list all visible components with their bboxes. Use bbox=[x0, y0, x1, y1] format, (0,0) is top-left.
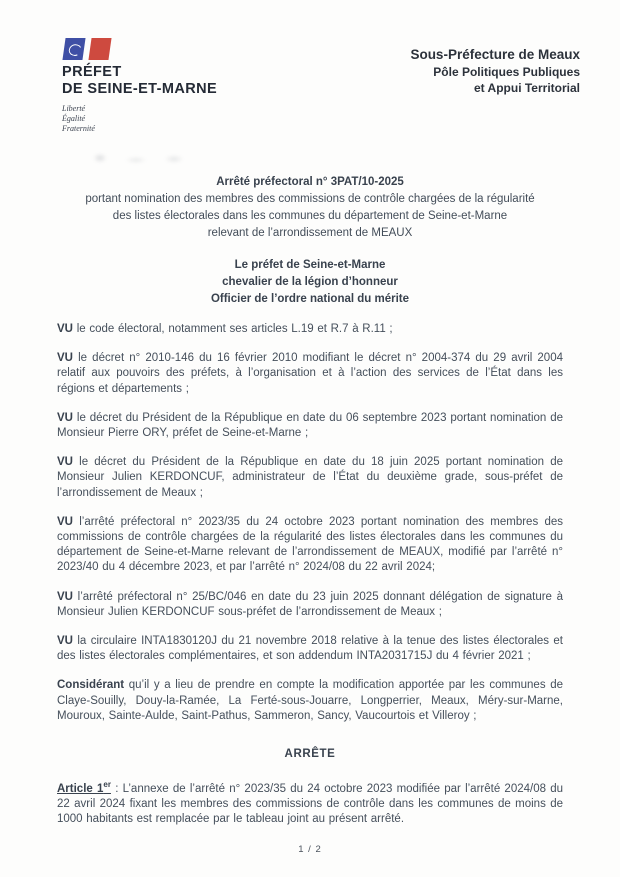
decree-subtitle-line3: relevant de l’arrondissement de MEAUX bbox=[207, 227, 413, 239]
article-1-label-sup: er bbox=[103, 780, 111, 790]
letterhead bbox=[0, 0, 620, 134]
recital-prefix: VU bbox=[57, 411, 73, 424]
article-separator: : bbox=[115, 783, 119, 796]
recital-paragraph bbox=[57, 351, 563, 397]
recital-paragraph bbox=[57, 590, 563, 620]
recital-text: l’arrêté préfectoral n° 25/BC/046 en date du 23 juin 2025 donnant délégation de signature à Monsieur Julien KERDONCUF sous-préfet de l’arrondissement de Meaux ; bbox=[57, 590, 563, 618]
office-department-line2: et Appui Territorial bbox=[473, 81, 580, 95]
decree-number: Arrêté préfectoral n° 3PAT/10-2025 bbox=[216, 176, 404, 188]
recital-prefix: VU bbox=[57, 323, 73, 335]
office-header bbox=[410, 38, 580, 96]
recital-text: le code électoral, notamment ses articles L.19 et R.7 à R.11 ; bbox=[76, 323, 393, 335]
recital-text: le décret du Président de la République en date du 18 juin 2025 portant nomination de Monsieur Julien KERDONCUF, administrateur de l’État du deuxième grade, sous-préfet de l’arrondissement de Meaux ; bbox=[57, 456, 563, 499]
flag-red-band bbox=[88, 38, 111, 60]
article-1-paragraph bbox=[57, 782, 563, 828]
arrete-heading: ARRÊTE bbox=[284, 748, 336, 761]
article-1-text: L’annexe de l’arrêté n° 2023/35 du 24 octobre 2023 modifiée par l’arrêté 2024/08 du 22 avril 2024 fixant les membres des commissions de contrôle dans les communes de moins de 1000 habitants est remplacée par le tableau joint au présent arrêté. bbox=[57, 783, 563, 826]
recital-paragraph bbox=[57, 634, 563, 664]
issuer-line1: Le préfet de Seine-et-Marne bbox=[234, 259, 386, 271]
decree-subtitle-line1: portant nomination des membres des commissions de contrôle chargées de la régularité bbox=[85, 193, 535, 205]
ministry-logo bbox=[62, 38, 292, 134]
recital-prefix: VU bbox=[57, 590, 73, 603]
recital-prefix: VU bbox=[57, 635, 73, 648]
article-1-label bbox=[57, 780, 111, 796]
office-name: Sous-Préfecture de Meaux bbox=[410, 47, 580, 62]
recital-prefix: VU bbox=[57, 456, 73, 469]
page-number: 1 / 2 bbox=[298, 844, 322, 855]
decree-subtitle-line2: des listes électorales dans les communes du département de Seine-et-Marne bbox=[112, 210, 508, 222]
issuer-line3: Officier de l’ordre national du mérite bbox=[210, 293, 410, 305]
recital-prefix: VU bbox=[57, 352, 73, 365]
article-1-label-text: Article 1 bbox=[57, 783, 104, 796]
issuer-block bbox=[0, 257, 620, 308]
motto-liberte: Liberté bbox=[62, 104, 86, 113]
logo-title bbox=[62, 64, 292, 98]
recital-paragraph bbox=[57, 515, 563, 576]
recital-paragraph bbox=[57, 322, 563, 337]
logo-title-line2: DE SEINE-ET-MARNE bbox=[62, 81, 218, 97]
decree-title bbox=[0, 174, 620, 242]
recital-text: la circulaire INTA1830120J du 21 novembre 2018 relative à la tenue des listes électorales et des listes électorales complémentaires, et son addendum INTA2031715J du 4 février 2021 ; bbox=[57, 635, 563, 663]
considerant-paragraph bbox=[57, 678, 563, 724]
recital-text: l’arrêté préfectoral n° 2023/35 du 24 octobre 2023 portant nomination des membres des commissions de contrôle chargées de la régularité des listes électorales dans les communes du département de Seine-et-Marne relevant de l’arrondissement de MEAUX, modifié par l’arrêté n° 2023/40 du 4 décembre 2023, et par l’arrêté n° 2024/08 du 22 avril 2024; bbox=[57, 515, 563, 574]
issuer-line2: chevalier de la légion d’honneur bbox=[222, 276, 398, 288]
logo-title-line1: PRÉFET bbox=[62, 64, 122, 80]
recital-paragraph bbox=[57, 411, 563, 441]
french-flag-icon bbox=[62, 38, 108, 60]
recital-text: le décret n° 2010-146 du 16 février 2010 modifiant le décret n° 2004-374 du 29 avril 2004 relatif aux pouvoirs des préfets, à l’organisation et à l’action des services de l’État dans les régions et départements ; bbox=[57, 352, 563, 395]
logo-motto bbox=[62, 104, 292, 134]
motto-fraternite: Fraternité bbox=[62, 124, 95, 133]
recital-paragraph bbox=[57, 455, 563, 501]
considerant-prefix: Considérant bbox=[57, 679, 125, 692]
office-department-line1: Pôle Politiques Publiques bbox=[433, 65, 580, 79]
recital-text: le décret du Président de la République en date du 06 septembre 2023 portant nomination de Monsieur Pierre ORY, préfet de Seine-et-Marne ; bbox=[57, 411, 564, 440]
motto-egalite: Égalité bbox=[62, 114, 86, 123]
scan-smudge-artifact bbox=[88, 148, 198, 170]
recital-prefix: VU bbox=[57, 515, 73, 528]
decree-body bbox=[0, 308, 620, 828]
considerant-text: qu’il y a lieu de prendre en compte la modification apportée par les communes de Claye-Souilly, Douy-la-Ramée, La Ferté-sous-Jouarre, Longperrier, Meaux, Méry-sur-Marne, Mouroux, Sainte-Aulde, Saint-Pathus, Sammeron, Sancy, Vaucourtois et Villeroy ; bbox=[57, 679, 563, 722]
